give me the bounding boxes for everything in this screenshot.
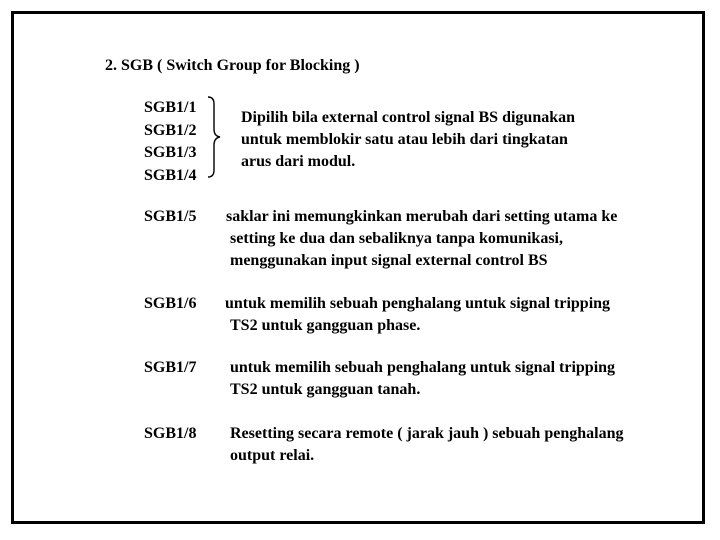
entry-description-sgb1-7 (230, 357, 615, 401)
entry-description-line: untuk memilih sebuah penghalang untuk signal tripping (225, 295, 611, 312)
code-sgb1-1: SGB1/1 (144, 99, 197, 116)
group-description (241, 107, 575, 173)
entry-description-line: output relai. (230, 447, 315, 464)
entry-description-sgb1-6 (225, 293, 610, 337)
group-description-line: Dipilih bila external control signal BS digunakan (241, 109, 576, 126)
entry-description-line: TS2 untuk gangguan tanah. (230, 381, 421, 398)
group-description-line: untuk memblokir satu atau lebih dari tingkatan (241, 131, 568, 148)
code-sgb1-6: SGB1/6 (144, 295, 197, 312)
code-sgb1-7: SGB1/7 (144, 359, 197, 376)
entry-description-line: saklar ini memungkinkan merubah dari setting utama ke (226, 208, 618, 225)
entry-description-line: untuk memilih sebuah penghalang untuk signal tripping (230, 359, 616, 376)
code-sgb1-2: SGB1/2 (144, 122, 197, 139)
entry-description-line: TS2 untuk gangguan phase. (230, 317, 421, 334)
entry-description-sgb1-8 (230, 423, 623, 467)
code-sgb1-8: SGB1/8 (144, 425, 197, 442)
section-heading: 2. SGB ( Switch Group for Blocking ) (105, 57, 360, 74)
code-sgb1-5: SGB1/5 (144, 208, 197, 225)
code-sgb1-3: SGB1/3 (144, 144, 197, 161)
entry-description-line: Resetting secara remote ( jarak jauh ) sebuah penghalang (230, 425, 624, 442)
group-description-line: arus dari modul. (241, 153, 356, 170)
entry-description-line: setting ke dua dan sebaliknya tanpa komunikasi, (230, 230, 563, 247)
entry-description-sgb1-5 (226, 206, 617, 272)
entry-description-line: menggunakan input signal external control BS (230, 252, 548, 269)
code-sgb1-4: SGB1/4 (144, 167, 197, 184)
right-curly-brace (206, 96, 222, 178)
